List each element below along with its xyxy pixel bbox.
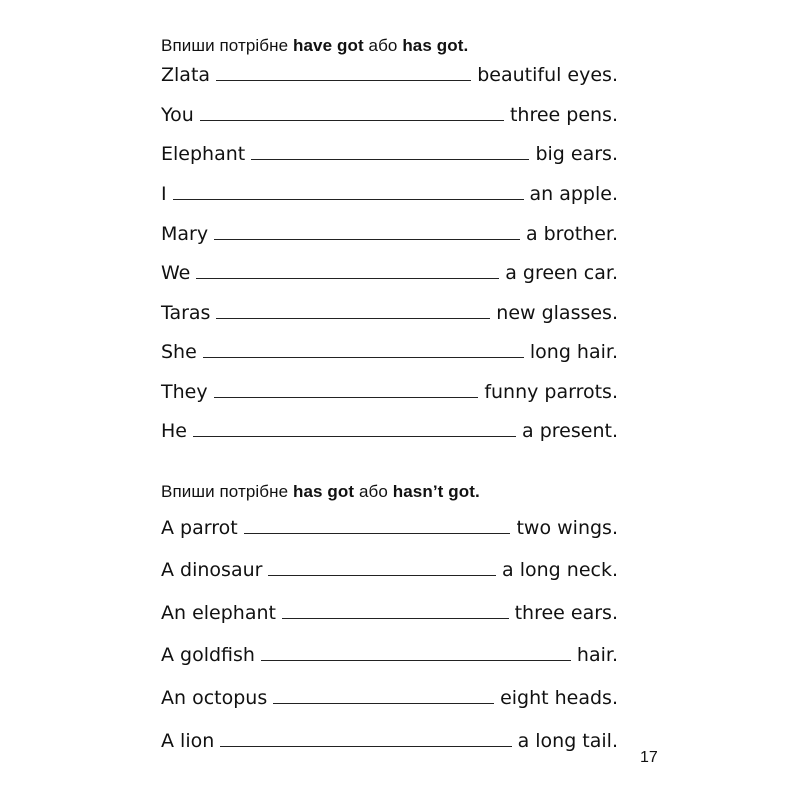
instruction-have-got-has-got	[161, 36, 468, 56]
row-subject: An octopus	[161, 687, 268, 709]
row-subject: A parrot	[161, 517, 238, 539]
row-subject: Elephant	[161, 143, 246, 165]
row-object: two wings.	[516, 517, 618, 539]
row-object: a green car.	[505, 262, 618, 284]
instruction-text: Впиши потрібне	[161, 482, 294, 501]
row-object: a present.	[522, 420, 618, 442]
row-subject: A lion	[161, 730, 215, 752]
answer-blank[interactable]	[268, 559, 496, 576]
exercise-row	[161, 262, 618, 292]
row-subject: A dinosaur	[161, 559, 263, 581]
option-hasnt-got: hasn’t got.	[392, 482, 480, 501]
row-subject: Taras	[161, 302, 211, 324]
row-subject: He	[161, 420, 187, 442]
answer-blank[interactable]	[244, 517, 511, 534]
instruction-text: Впиши потрібне	[161, 36, 294, 55]
exercise-row	[161, 64, 618, 94]
exercise-row	[161, 183, 618, 213]
answer-blank[interactable]	[203, 341, 524, 358]
row-subject: You	[161, 104, 194, 126]
instruction-text: або	[363, 36, 403, 55]
row-object: an apple.	[529, 183, 618, 205]
exercise-row	[161, 730, 618, 760]
row-object: a long neck.	[502, 559, 618, 581]
row-subject: We	[161, 262, 191, 284]
exercise-row	[161, 517, 618, 547]
answer-blank[interactable]	[220, 730, 511, 747]
exercise-row	[161, 341, 618, 371]
row-object: a long tail.	[517, 730, 618, 752]
row-object: funny parrots.	[484, 381, 618, 403]
exercise-row	[161, 143, 618, 173]
row-object: three pens.	[509, 104, 618, 126]
exercise-row	[161, 223, 618, 253]
answer-blank[interactable]	[261, 644, 571, 661]
row-subject: I	[161, 183, 167, 205]
row-object: hair.	[576, 644, 618, 666]
answer-blank[interactable]	[200, 104, 504, 121]
answer-blank[interactable]	[173, 183, 524, 200]
exercise-row	[161, 420, 618, 450]
row-subject: Mary	[161, 223, 209, 245]
instruction-text: або	[354, 482, 393, 501]
exercise-row	[161, 559, 618, 589]
answer-blank[interactable]	[214, 223, 520, 240]
row-object: beautiful eyes.	[477, 64, 618, 86]
answer-blank[interactable]	[214, 381, 479, 398]
exercise-row	[161, 602, 618, 632]
row-subject: They	[161, 381, 208, 403]
answer-blank[interactable]	[216, 302, 490, 319]
option-has-got: has got.	[402, 36, 469, 55]
row-object: big ears.	[535, 143, 618, 165]
answer-blank[interactable]	[196, 262, 499, 279]
row-object: three ears.	[514, 602, 618, 624]
row-object: new glasses.	[496, 302, 618, 324]
answer-blank[interactable]	[282, 602, 509, 619]
row-subject: She	[161, 341, 197, 363]
row-subject: Zlata	[161, 64, 211, 86]
exercise-row	[161, 687, 618, 717]
exercise-row	[161, 381, 618, 411]
answer-blank[interactable]	[251, 143, 529, 160]
page-number: 17	[640, 749, 658, 766]
instruction-has-got-hasnt-got	[161, 482, 480, 502]
answer-blank[interactable]	[273, 687, 494, 704]
exercise-row	[161, 302, 618, 332]
row-object: eight heads.	[500, 687, 618, 709]
row-object: a brother.	[525, 223, 618, 245]
option-has-got: has got	[293, 482, 355, 501]
row-object: long hair.	[529, 341, 618, 363]
exercise-row	[161, 644, 618, 674]
exercise-row	[161, 104, 618, 134]
answer-blank[interactable]	[216, 64, 471, 81]
option-have-got: have got	[293, 36, 364, 55]
row-subject: An elephant	[161, 602, 276, 624]
answer-blank[interactable]	[193, 420, 516, 437]
row-subject: A goldfish	[161, 644, 255, 666]
